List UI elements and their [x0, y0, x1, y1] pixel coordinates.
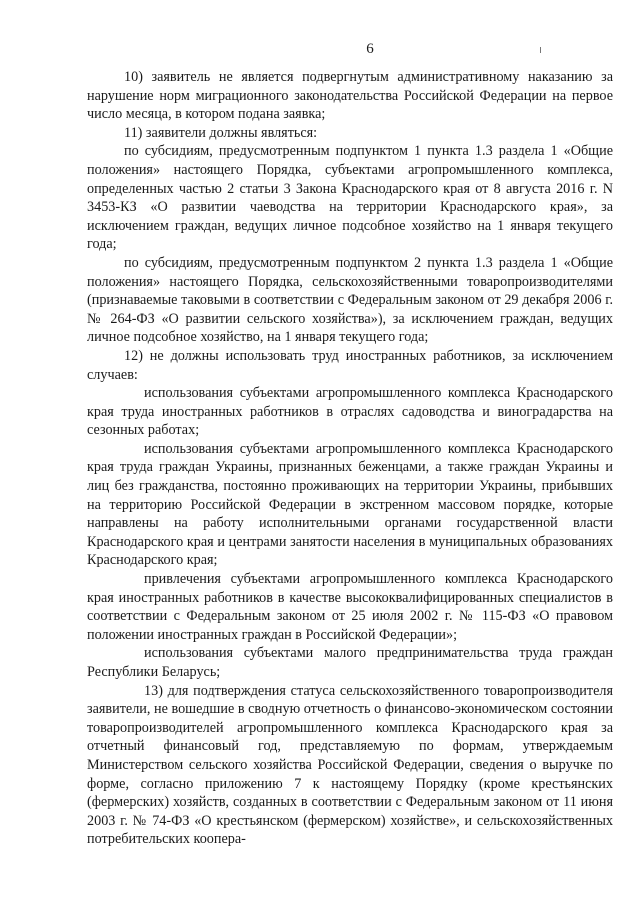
paragraph-item-10: 10) заявитель не является подвергнутым административному наказанию за нарушение норм миграционного законодательства Российской Федерации на первое число месяца, в котором подана заявка;	[87, 69, 613, 123]
paragraph-exception-ukraine: использования субъектами агропромышленного комплекса Краснодарского края труда граждан Украины, признанных беженцами, а также граждан Украины и лиц без гражданства, постоянно проживающих на территории Украины, прибывших на территорию Российской Федерации в экстренном массовом порядке, которые направлены на работу исполнительными органами государственной власти Краснодарского края и центрами занятости населения в муниципальных образованиях Краснодарского края;	[87, 440, 613, 569]
paragraph-exception-seasonal: использования субъектами агропромышленного комплекса Краснодарского края труда иностранных работников в отраслях садоводства и виноградарства на сезонных работах;	[87, 385, 613, 439]
paragraph-subsidy-2: по субсидиям, предусмотренным подпунктом 2 пункта 1.3 раздела 1 «Общие положения» настоящего Порядка, сельскохозяйственными товаропроизводителями (признаваемые таковыми в соответствии с Федеральным законом от 29 декабря 2006 г. № 264-ФЗ «О развитии сельского хозяйства»), за исключением граждан, ведущих личное подсобное хозяйство, на 1 января текущего года;	[87, 254, 613, 346]
paragraph-exception-specialists: привлечения субъектами агропромышленного комплекса Краснодарского края иностранных работников в качестве высококвалифицированных специалистов в соответствии с Федеральным законом от 25 июля 2002 г. № 115-ФЗ «О правовом положении иностранных граждан в Российской Федерации»;	[87, 571, 613, 643]
paragraph-subsidy-1: по субсидиям, предусмотренным подпунктом 1 пункта 1.3 раздела 1 «Общие положения» настоящего Порядка, субъектами агропромышленного комплекса, определенных частью 2 статьи 3 Закона Краснодарского края от 8 августа 2016 г. N 3453-КЗ «О развитии чаеводства на территории Краснодарского края», за исключением граждан, ведущих личное подсобное хозяйство на 1 января текущего года;	[87, 143, 613, 253]
paragraph-item-11-heading: 11) заявители должны являться:	[124, 124, 318, 141]
paragraph-exception-belarus: использования субъектами малого предпринимательства труда граждан Республики Беларусь;	[87, 645, 613, 680]
scan-artifact-mark	[540, 47, 541, 53]
paragraph-item-12-heading: 12) не должны использовать труд иностранных работников, за исключением случаев:	[87, 347, 613, 383]
paragraph-item-13: 13) для подтверждения статуса сельскохозяйственного товаропроизводителя заявители, не вошедшие в сводную отчетность о финансово-экономическом состоянии товаропроизводителей агропромышленного комплекса Краснодарского края за отчетный финансовый год, представляемую по формам, утверждаемым Министерством сельского хозяйства Российской Федерации, сведения о выручке по форме, согласно приложению 7 к настоящему Порядку (кроме крестьянских (фермерских) хозяйств, созданных в соответствии с Федеральным законом от 11 июня 2003 г. № 74-ФЗ «О крестьянском (фермерском) хозяйстве», и сельскохозяйственных потребительских коопера-	[87, 682, 613, 848]
page-number: 6	[366, 41, 374, 57]
